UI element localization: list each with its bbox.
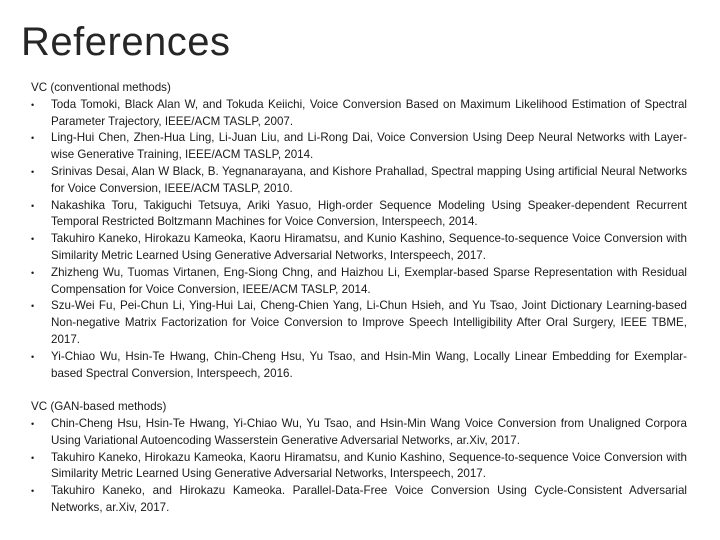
bullet-icon: • bbox=[31, 301, 35, 312]
section-heading: VC (conventional methods) bbox=[31, 81, 171, 94]
reference-text: Takuhiro Kaneko, Hirokazu Kameoka, Kaoru Hiramatsu, and Kunio Kashino, Sequence-to-sequence Voice Conversion with Similarity Metric Learned Using Generative Adversarial Networks, Interspeech, 2017. bbox=[51, 232, 687, 262]
references-content bbox=[31, 80, 687, 517]
reference-item bbox=[31, 130, 687, 164]
bullet-icon: • bbox=[31, 452, 35, 463]
reference-text: Srinivas Desai, Alan W Black, B. Yegnanarayana, and Kishore Prahallad, Spectral mapping Using artificial Neural Networks for Voice Conversion, IEEE/ACM TASLP, 2010. bbox=[51, 164, 687, 195]
section-heading: VC (GAN-based methods) bbox=[31, 400, 167, 414]
section-conventional bbox=[31, 80, 687, 382]
reference-item bbox=[31, 450, 687, 484]
section-gan bbox=[31, 399, 687, 517]
bullet-icon: • bbox=[31, 234, 35, 245]
reference-list bbox=[31, 416, 687, 517]
reference-text: Zhizheng Wu, Tuomas Virtanen, Eng-Siong Chng, and Haizhou Li, Exemplar-based Sparse Representation with Residual Compensation for Voice Conversion, IEEE/ACM TASLP, 2014. bbox=[51, 265, 687, 296]
reference-item bbox=[31, 349, 687, 383]
bullet-icon: • bbox=[31, 166, 35, 177]
reference-item bbox=[31, 265, 687, 299]
reference-text: Chin-Cheng Hsu, Hsin-Te Hwang, Yi-Chiao Wu, Yu Tsao, and Hsin-Min Wang Voice Conversion from Unaligned Corpora Using Variational Autoencoding Wasserstein Generative Adversarial Networks, ar.Xiv, 2017. bbox=[51, 416, 687, 447]
reference-text: Szu-Wei Fu, Pei-Chun Li, Ying-Hui Lai, Cheng-Chien Yang, Li-Chun Hsieh, and Yu Tsao, Joint Dictionary Learning-based Non-negative Matrix Factorization for Voice Conversion to Improve Speech Intelligibility After Oral Surgery, IEEE TBME, 2017. bbox=[51, 299, 687, 346]
slide-title: References bbox=[21, 20, 231, 64]
bullet-icon: • bbox=[31, 267, 35, 278]
reference-text: Yi-Chiao Wu, Hsin-Te Hwang, Chin-Cheng Hsu, Yu Tsao, and Hsin-Min Wang, Locally Linear Embedding for Exemplar-based Spectral Conversion, Interspeech, 2016. bbox=[51, 349, 687, 380]
reference-text: Toda Tomoki, Black Alan W, and Tokuda Keiichi, Voice Conversion Based on Maximum Likelihood Estimation of Spectral Parameter Trajectory, IEEE/ACM TASLP, 2007. bbox=[51, 97, 687, 128]
reference-text: Ling-Hui Chen, Zhen-Hua Ling, Li-Juan Liu, and Li-Rong Dai, Voice Conversion Using Deep Neural Networks with Layer-wise Generative Training, IEEE/ACM TASLP, 2014. bbox=[51, 131, 687, 162]
reference-item bbox=[31, 298, 687, 348]
reference-item bbox=[31, 198, 687, 232]
bullet-icon: • bbox=[31, 418, 35, 429]
reference-text: Nakashika Toru, Takiguchi Tetsuya, Ariki Yasuo, High-order Sequence Modeling Using Speaker-dependent Recurrent Temporal Restricted Boltzmann Machines for Voice Conversion, Interspeech, 2014. bbox=[51, 198, 687, 229]
reference-item bbox=[31, 416, 687, 450]
reference-list bbox=[31, 97, 687, 383]
bullet-icon: • bbox=[31, 99, 35, 110]
bullet-icon: • bbox=[31, 351, 35, 362]
reference-item bbox=[31, 483, 687, 517]
reference-item bbox=[31, 164, 687, 198]
bullet-icon: • bbox=[31, 200, 35, 211]
reference-item bbox=[31, 97, 687, 131]
bullet-icon: • bbox=[31, 486, 35, 497]
reference-text: Takuhiro Kaneko, and Hirokazu Kameoka. Parallel-Data-Free Voice Conversion Using Cycle-Consistent Adversarial Networks, ar.Xiv, 2017. bbox=[51, 484, 687, 514]
reference-text: Takuhiro Kaneko, Hirokazu Kameoka, Kaoru Hiramatsu, and Kunio Kashino, Sequence-to-sequence Voice Conversion with Similarity Metric Learned Using Generative Adversarial Networks, Interspeech, 2017. bbox=[51, 450, 687, 481]
reference-item bbox=[31, 231, 687, 265]
bullet-icon: • bbox=[31, 133, 35, 144]
